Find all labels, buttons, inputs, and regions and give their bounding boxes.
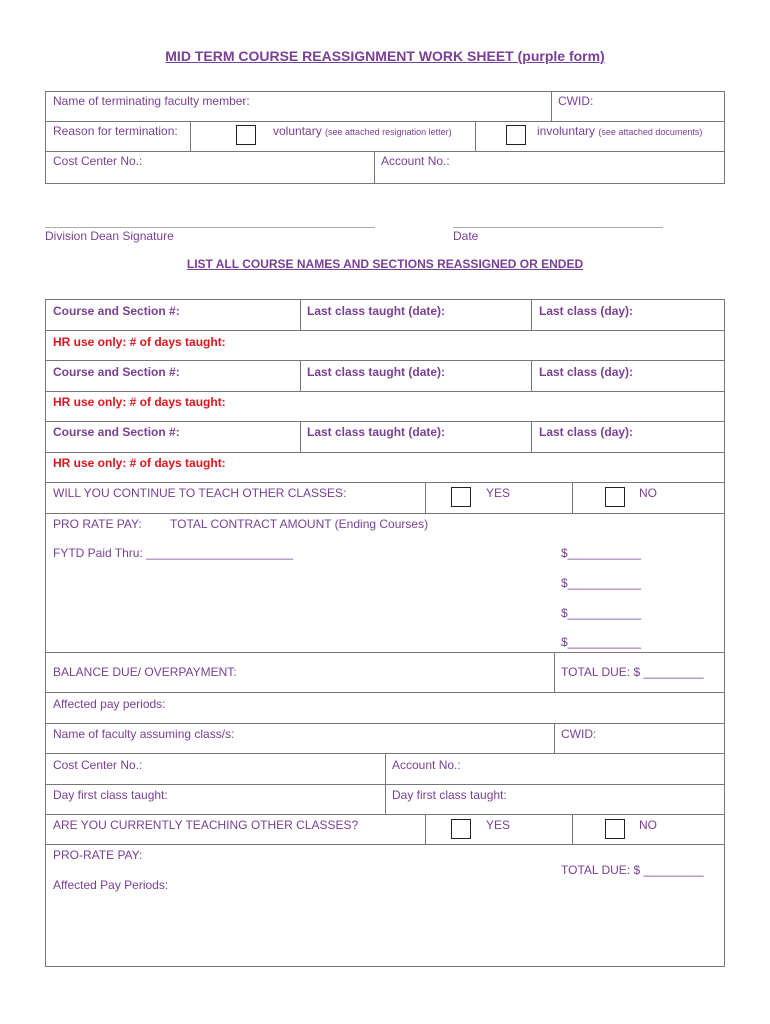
divider [531, 299, 532, 330]
divider [45, 151, 725, 152]
last-class-date-label-1: Last class taught (date): [307, 304, 446, 318]
involuntary-option [537, 124, 702, 139]
divider [531, 421, 532, 452]
divider [45, 814, 725, 815]
date-signature-line[interactable] [453, 227, 663, 228]
total-due-label: TOTAL DUE: $ _________ [561, 665, 704, 679]
divider [572, 482, 573, 513]
divider [45, 183, 725, 184]
divider [531, 360, 532, 391]
terminating-faculty-label: Name of terminating faculty member: [53, 94, 250, 108]
last-class-date-label-2: Last class taught (date): [307, 365, 446, 379]
dean-signature-line[interactable] [45, 227, 375, 228]
divider [572, 814, 573, 844]
course-section-label-1: Course and Section #: [53, 304, 180, 318]
dean-signature-label: Division Dean Signature [45, 229, 174, 243]
divider [551, 91, 552, 121]
last-class-date-label-3: Last class taught (date): [307, 425, 446, 439]
continue-yes-checkbox[interactable] [451, 487, 471, 507]
continue-yes-label: YES [486, 486, 511, 500]
hr-days-label-2: HR use only: # of days taught: [53, 395, 226, 409]
course-section-label-2: Course and Section #: [53, 365, 180, 379]
assuming-account-label: Account No.: [392, 758, 461, 772]
currently-yes-label: YES [486, 818, 511, 832]
continue-teaching-question: WILL YOU CONTINUE TO TEACH OTHER CLASSES: [53, 486, 347, 500]
assuming-total-due-label: TOTAL DUE: $ _________ [561, 863, 704, 877]
currently-yes-checkbox[interactable] [451, 819, 471, 839]
assuming-faculty-label: Name of faculty assuming class/s: [53, 727, 235, 741]
assuming-cwid-label: CWID: [561, 727, 597, 741]
divider [45, 723, 725, 724]
voluntary-checkbox[interactable] [236, 125, 256, 145]
divider [45, 299, 46, 966]
divider [45, 421, 725, 422]
continue-no-label: NO [639, 486, 657, 500]
involuntary-note: (see attached documents) [598, 127, 703, 137]
divider [374, 151, 375, 183]
currently-teaching-question: ARE YOU CURRENTLY TEACHING OTHER CLASSES? [53, 818, 359, 832]
balance-due-label: BALANCE DUE/ OVERPAYMENT: [53, 665, 237, 679]
hr-days-label-1: HR use only: # of days taught: [53, 335, 226, 349]
divider [45, 452, 725, 453]
amount-line-3: $___________ [561, 606, 642, 620]
divider [554, 652, 555, 692]
divider [45, 360, 725, 361]
last-class-day-label-3: Last class (day): [539, 425, 634, 439]
affected-pay-periods-label: Affected pay periods: [53, 697, 166, 711]
divider [300, 360, 301, 391]
divider [724, 91, 725, 183]
divider [475, 121, 476, 151]
divider [300, 299, 301, 330]
divider [300, 421, 301, 452]
divider [45, 482, 725, 483]
account-label: Account No.: [381, 154, 450, 168]
divider [554, 723, 555, 753]
hr-days-label-3: HR use only: # of days taught: [53, 456, 226, 470]
divider [45, 299, 725, 300]
amount-line-2: $___________ [561, 576, 642, 590]
divider [45, 513, 725, 514]
affected-pay-periods-label-2: Affected Pay Periods: [53, 878, 169, 892]
amount-line-1: $___________ [561, 546, 642, 560]
voluntary-label: voluntary [273, 124, 322, 138]
cwid-label: CWID: [558, 94, 594, 108]
divider [385, 753, 386, 814]
assuming-cost-center-label: Cost Center No.: [53, 758, 143, 772]
day-first-class-label-2: Day first class taught: [392, 788, 507, 802]
prorate-pay-label: PRO-RATE PAY: [53, 848, 143, 862]
divider [425, 482, 426, 513]
divider [45, 692, 725, 693]
divider [45, 91, 46, 183]
voluntary-note: (see attached resignation letter) [325, 127, 452, 137]
currently-no-checkbox[interactable] [605, 819, 625, 839]
divider [45, 91, 725, 92]
total-contract-label: TOTAL CONTRACT AMOUNT (Ending Courses) [170, 517, 429, 531]
course-section-label-3: Course and Section #: [53, 425, 180, 439]
continue-no-checkbox[interactable] [605, 487, 625, 507]
cost-center-label: Cost Center No.: [53, 154, 143, 168]
section-heading: LIST ALL COURSE NAMES AND SECTIONS REASSIGNED OR ENDED [186, 257, 584, 271]
last-class-day-label-1: Last class (day): [539, 304, 634, 318]
divider [45, 121, 725, 122]
date-label: Date [453, 229, 479, 243]
day-first-class-label: Day first class taught: [53, 788, 168, 802]
form-title: MID TERM COURSE REASSIGNMENT WORK SHEET (purple form) [165, 48, 605, 64]
divider [190, 121, 191, 151]
divider [45, 966, 725, 967]
last-class-day-label-2: Last class (day): [539, 365, 634, 379]
divider [45, 844, 725, 845]
divider [45, 330, 725, 331]
currently-no-label: NO [639, 818, 657, 832]
divider [425, 814, 426, 844]
voluntary-option [273, 124, 452, 139]
involuntary-label: involuntary [537, 124, 596, 138]
divider [724, 299, 725, 966]
fytd-paid-label: FYTD Paid Thru: ______________________ [53, 546, 293, 560]
reason-label: Reason for termination: [53, 124, 178, 138]
amount-line-4: $___________ [561, 635, 642, 649]
involuntary-checkbox[interactable] [506, 125, 526, 145]
divider [45, 391, 725, 392]
prorate-label: PRO RATE PAY: [53, 517, 142, 531]
divider [45, 652, 725, 653]
